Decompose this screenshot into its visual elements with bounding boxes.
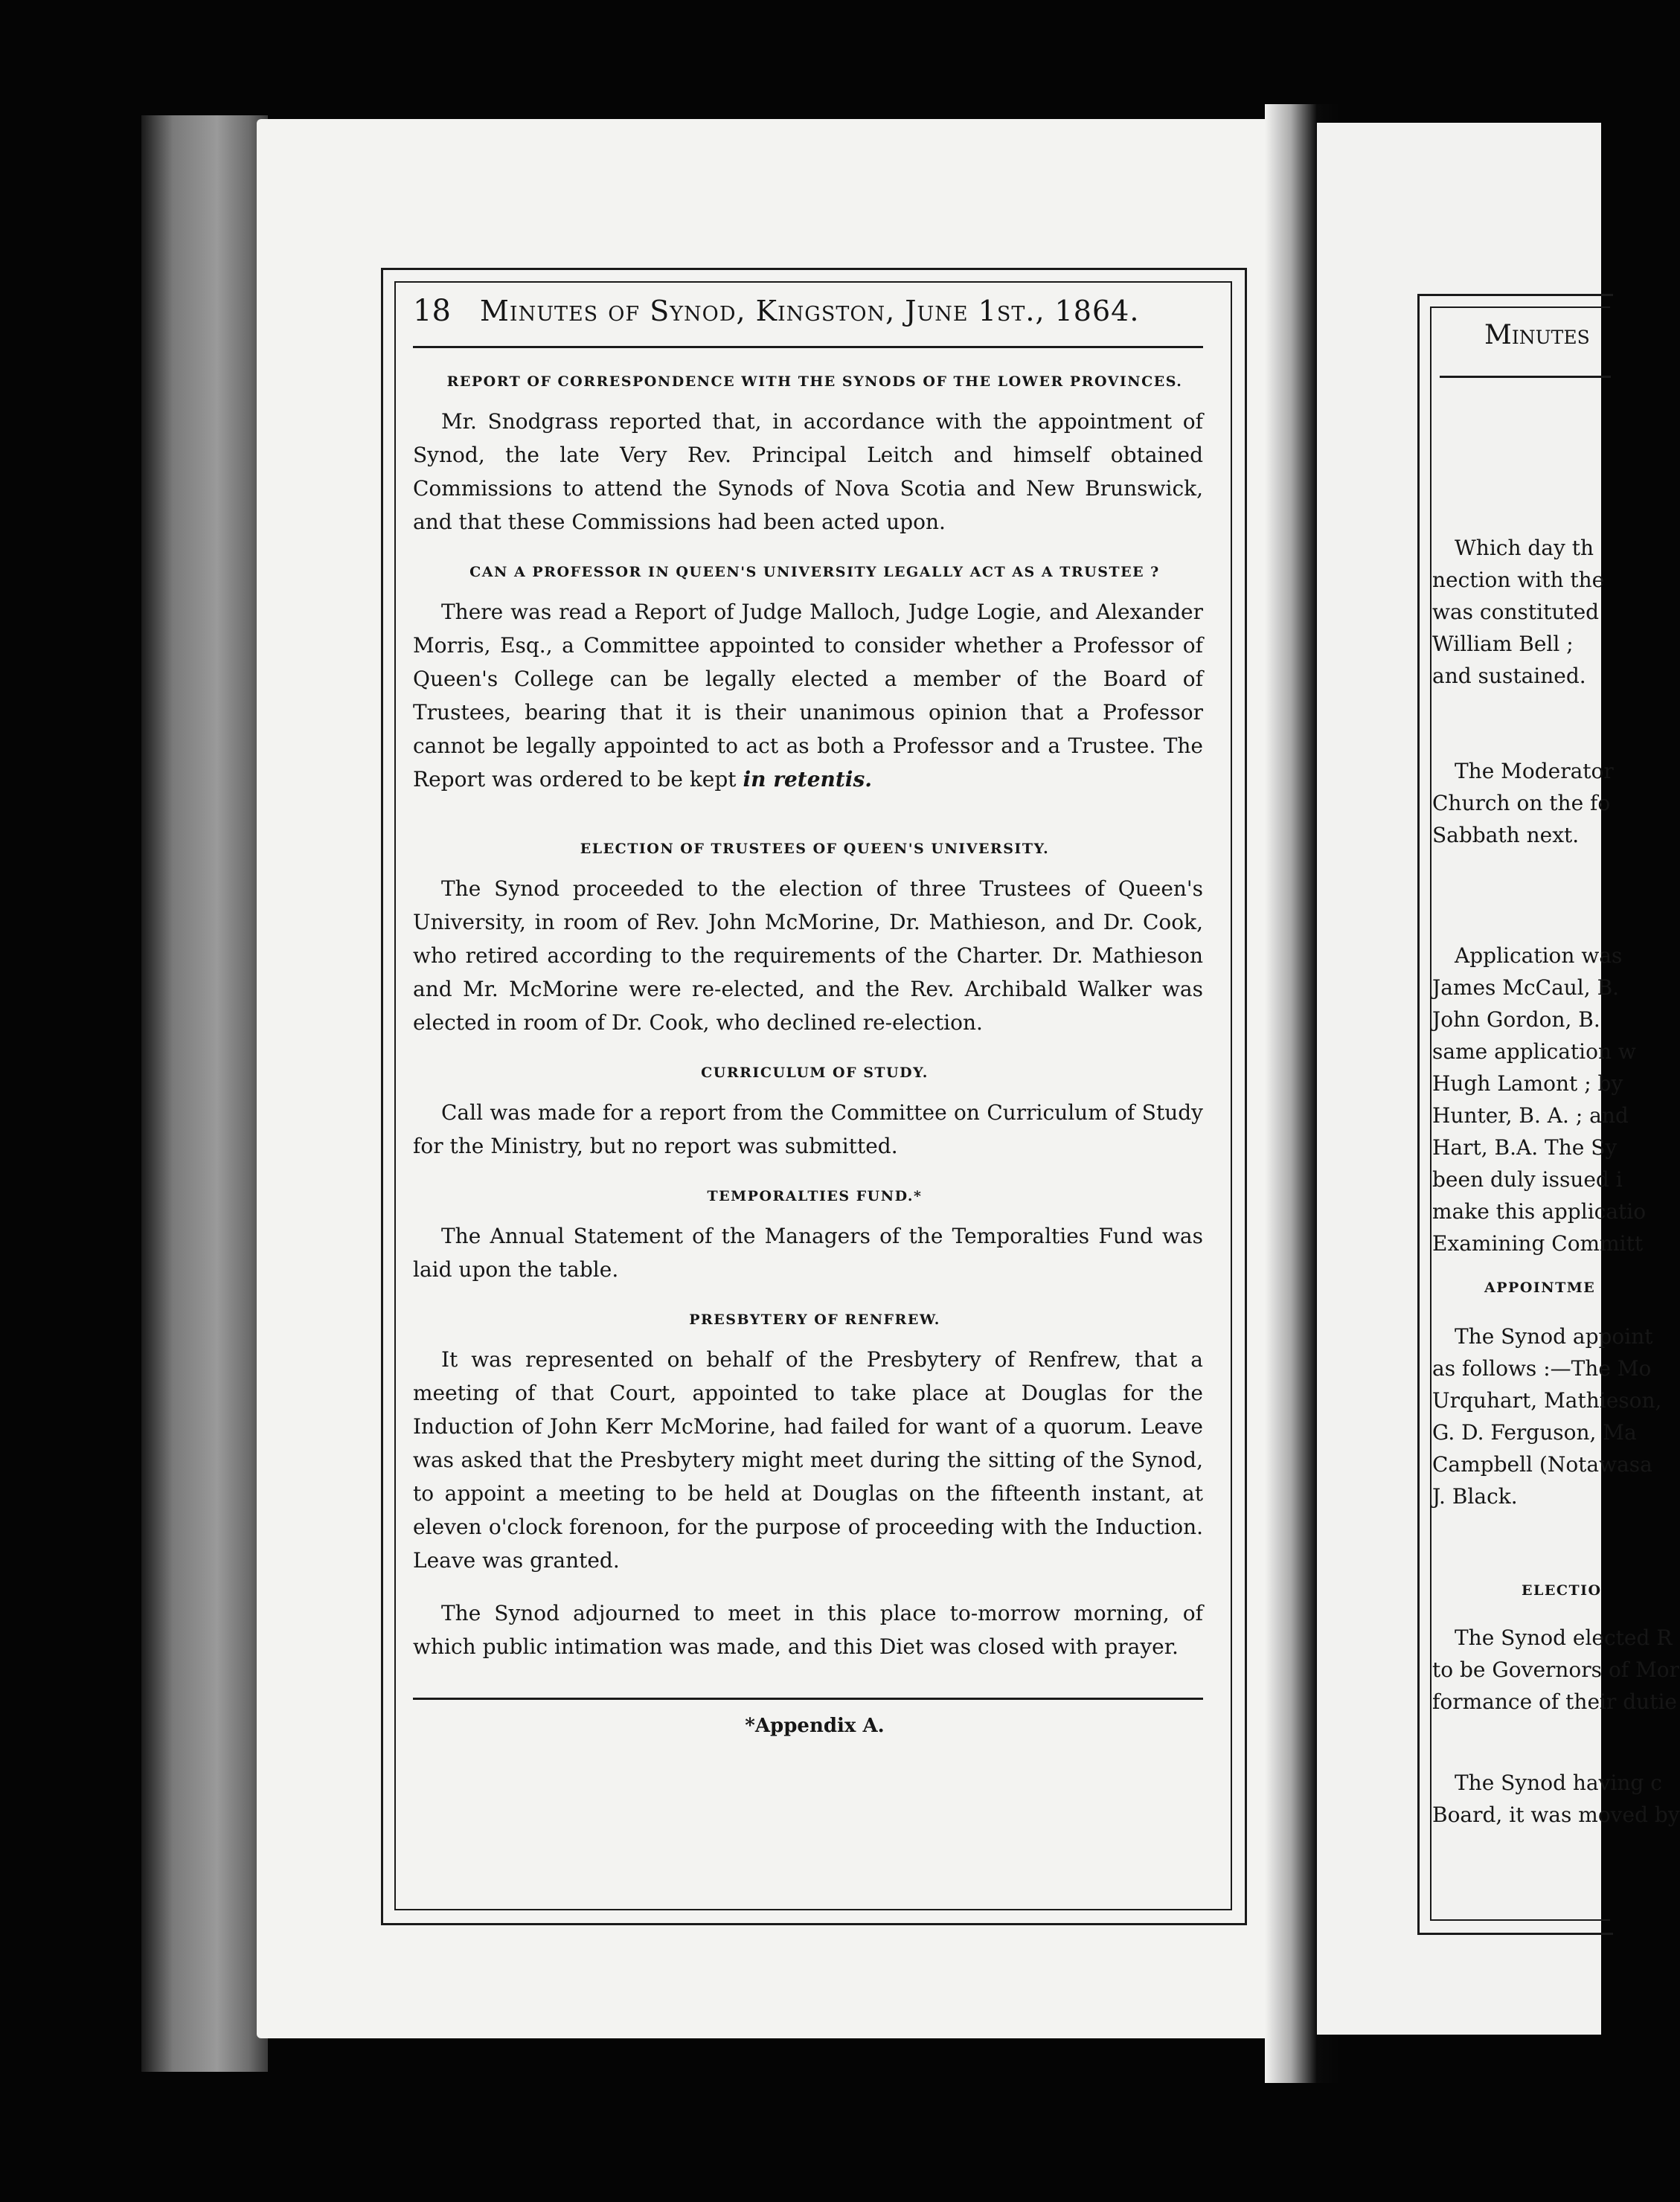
right-text-line: nection with the: [1432, 568, 1605, 592]
right-page-content: [1410, 320, 1680, 1882]
section-heading: CAN A PROFESSOR IN QUEEN'S UNIVERSITY LEGALLY ACT AS A TRUSTEE ?: [469, 564, 1160, 580]
header-rule: [413, 346, 1203, 348]
right-text-line: Sabbath next.: [1432, 823, 1580, 847]
right-text-line: John Gordon, B.: [1432, 1007, 1600, 1032]
right-running-head: Minutes: [1484, 320, 1590, 350]
italic-phrase: in retentis.: [743, 767, 872, 792]
right-text-line: Examining Committ: [1432, 1231, 1644, 1256]
section-heading: CURRICULUM OF STUDY.: [701, 1065, 929, 1081]
right-text-line: Application was: [1455, 943, 1623, 968]
right-text-line: The Synod appoint: [1455, 1324, 1653, 1349]
section-paragraph: Mr. Snodgrass reported that, in accordance with the appointment of Synod, the late Very Rev. Principal Leitch and himself obtained Commissions to attend the Synods of Nova Scotia and New Brunswick, and that these Commissions had been acted upon.: [413, 409, 1203, 534]
right-subheading: APPOINTME: [1484, 1280, 1596, 1296]
right-text-line: G. D. Ferguson, Ma: [1432, 1420, 1637, 1445]
section-paragraph: Call was made for a report from the Committee on Curriculum of Study for the Ministry, but no report was submitted.: [413, 1100, 1203, 1158]
section-paragraph: The Synod proceeded to the election of three Trustees of Queen's University, in room of Rev. John McMorine, Dr. Mathieson, and Dr. Cook, who retired according to the requirements of the Charter. Dr. Mathieson and Mr. McMorine were re-elected, and the Rev. Archibald Walker was elected in room of Dr. Cook, who declined re-election.: [413, 876, 1203, 1035]
right-text-line: J. Black.: [1432, 1484, 1518, 1509]
right-text-line: same application w: [1432, 1039, 1636, 1064]
running-title: Minutes of Synod, Kingston, June 1st., 1864.: [480, 295, 1140, 327]
right-text-line: James McCaul, B.: [1432, 975, 1620, 1000]
right-text-line: The Synod elected R: [1455, 1625, 1673, 1650]
right-text-line: Hart, B.A. The Sy: [1432, 1135, 1618, 1160]
right-text-line: and sustained.: [1432, 664, 1586, 688]
right-text-line: to be Governors of Mor: [1432, 1657, 1679, 1682]
running-head: [413, 294, 1216, 346]
page-number: 18: [413, 294, 451, 328]
right-text-line: William Bell ;: [1432, 632, 1574, 656]
right-text-line: Campbell (Notawasa: [1432, 1452, 1652, 1477]
section-heading: REPORT OF CORRESPONDENCE WITH THE SYNODS OF THE LOWER PROVINCES.: [446, 373, 1183, 390]
right-text-line: Which day th: [1455, 536, 1594, 560]
right-subheading: ELECTIO: [1522, 1582, 1602, 1599]
right-text-line: Hunter, B. A. ; and: [1432, 1103, 1629, 1128]
book-page-edge: [141, 115, 268, 2072]
right-text-line: formance of their dutie: [1432, 1689, 1677, 1714]
right-text-line: Urquhart, Mathieson,: [1432, 1388, 1662, 1413]
section-heading: ELECTION OF TRUSTEES OF QUEEN'S UNIVERSITY.: [580, 841, 1050, 857]
right-text-line: Church on the fo: [1432, 791, 1611, 815]
right-text-line: as follows :—The Mo: [1432, 1356, 1652, 1381]
right-text-line: The Synod having c: [1455, 1771, 1662, 1795]
section-paragraph: The Annual Statement of the Managers of the Temporalties Fund was laid upon the table.: [413, 1224, 1203, 1282]
section-paragraph: [413, 595, 1203, 796]
right-text-line: The Moderator: [1455, 759, 1614, 783]
page-content: [413, 294, 1216, 1737]
right-text-line: make this applicatio: [1432, 1199, 1647, 1224]
right-text-line: been duly issued i: [1432, 1167, 1623, 1192]
right-text-line: was constituted: [1432, 600, 1600, 624]
right-text-line: Hugh Lamont ; by: [1432, 1071, 1623, 1096]
footnote-rule: [413, 1698, 1203, 1700]
paragraph-text: There was read a Report of Judge Malloch, Judge Logie, and Alexander Morris, Esq., a Committee appointed to consider whether a Professor of Queen's College can be legally elected a member of the Board of Trustees, bearing that it is their unanimous opinion that a Professor cannot be legally appointed to act as both a Professor and a Trustee. The Report was ordered to be kept: [413, 600, 1203, 792]
right-text-line: Board, it was moved by: [1432, 1803, 1680, 1827]
section-paragraph: The Synod adjourned to meet in this place to-morrow morning, of which public intimation was made, and this Diet was closed with prayer.: [413, 1601, 1203, 1659]
section-paragraph: It was represented on behalf of the Presbytery of Renfrew, that a meeting of that Court, appointed to take place at Douglas for the Induction of John Kerr McMorine, had failed for want of a quorum. Leave was asked that the Presbytery might meet during the sitting of the Synod, to appoint a meeting to be held at Douglas on the fifteenth instant, at eleven o'clock forenoon, for the purpose of proceeding with the Induction. Leave was granted.: [413, 1347, 1203, 1573]
section-heading: TEMPORALTIES FUND.*: [707, 1188, 923, 1204]
right-header-rule: [1440, 376, 1611, 378]
section-heading: PRESBYTERY OF RENFREW.: [689, 1312, 940, 1328]
footnote: *Appendix A.: [745, 1715, 885, 1737]
